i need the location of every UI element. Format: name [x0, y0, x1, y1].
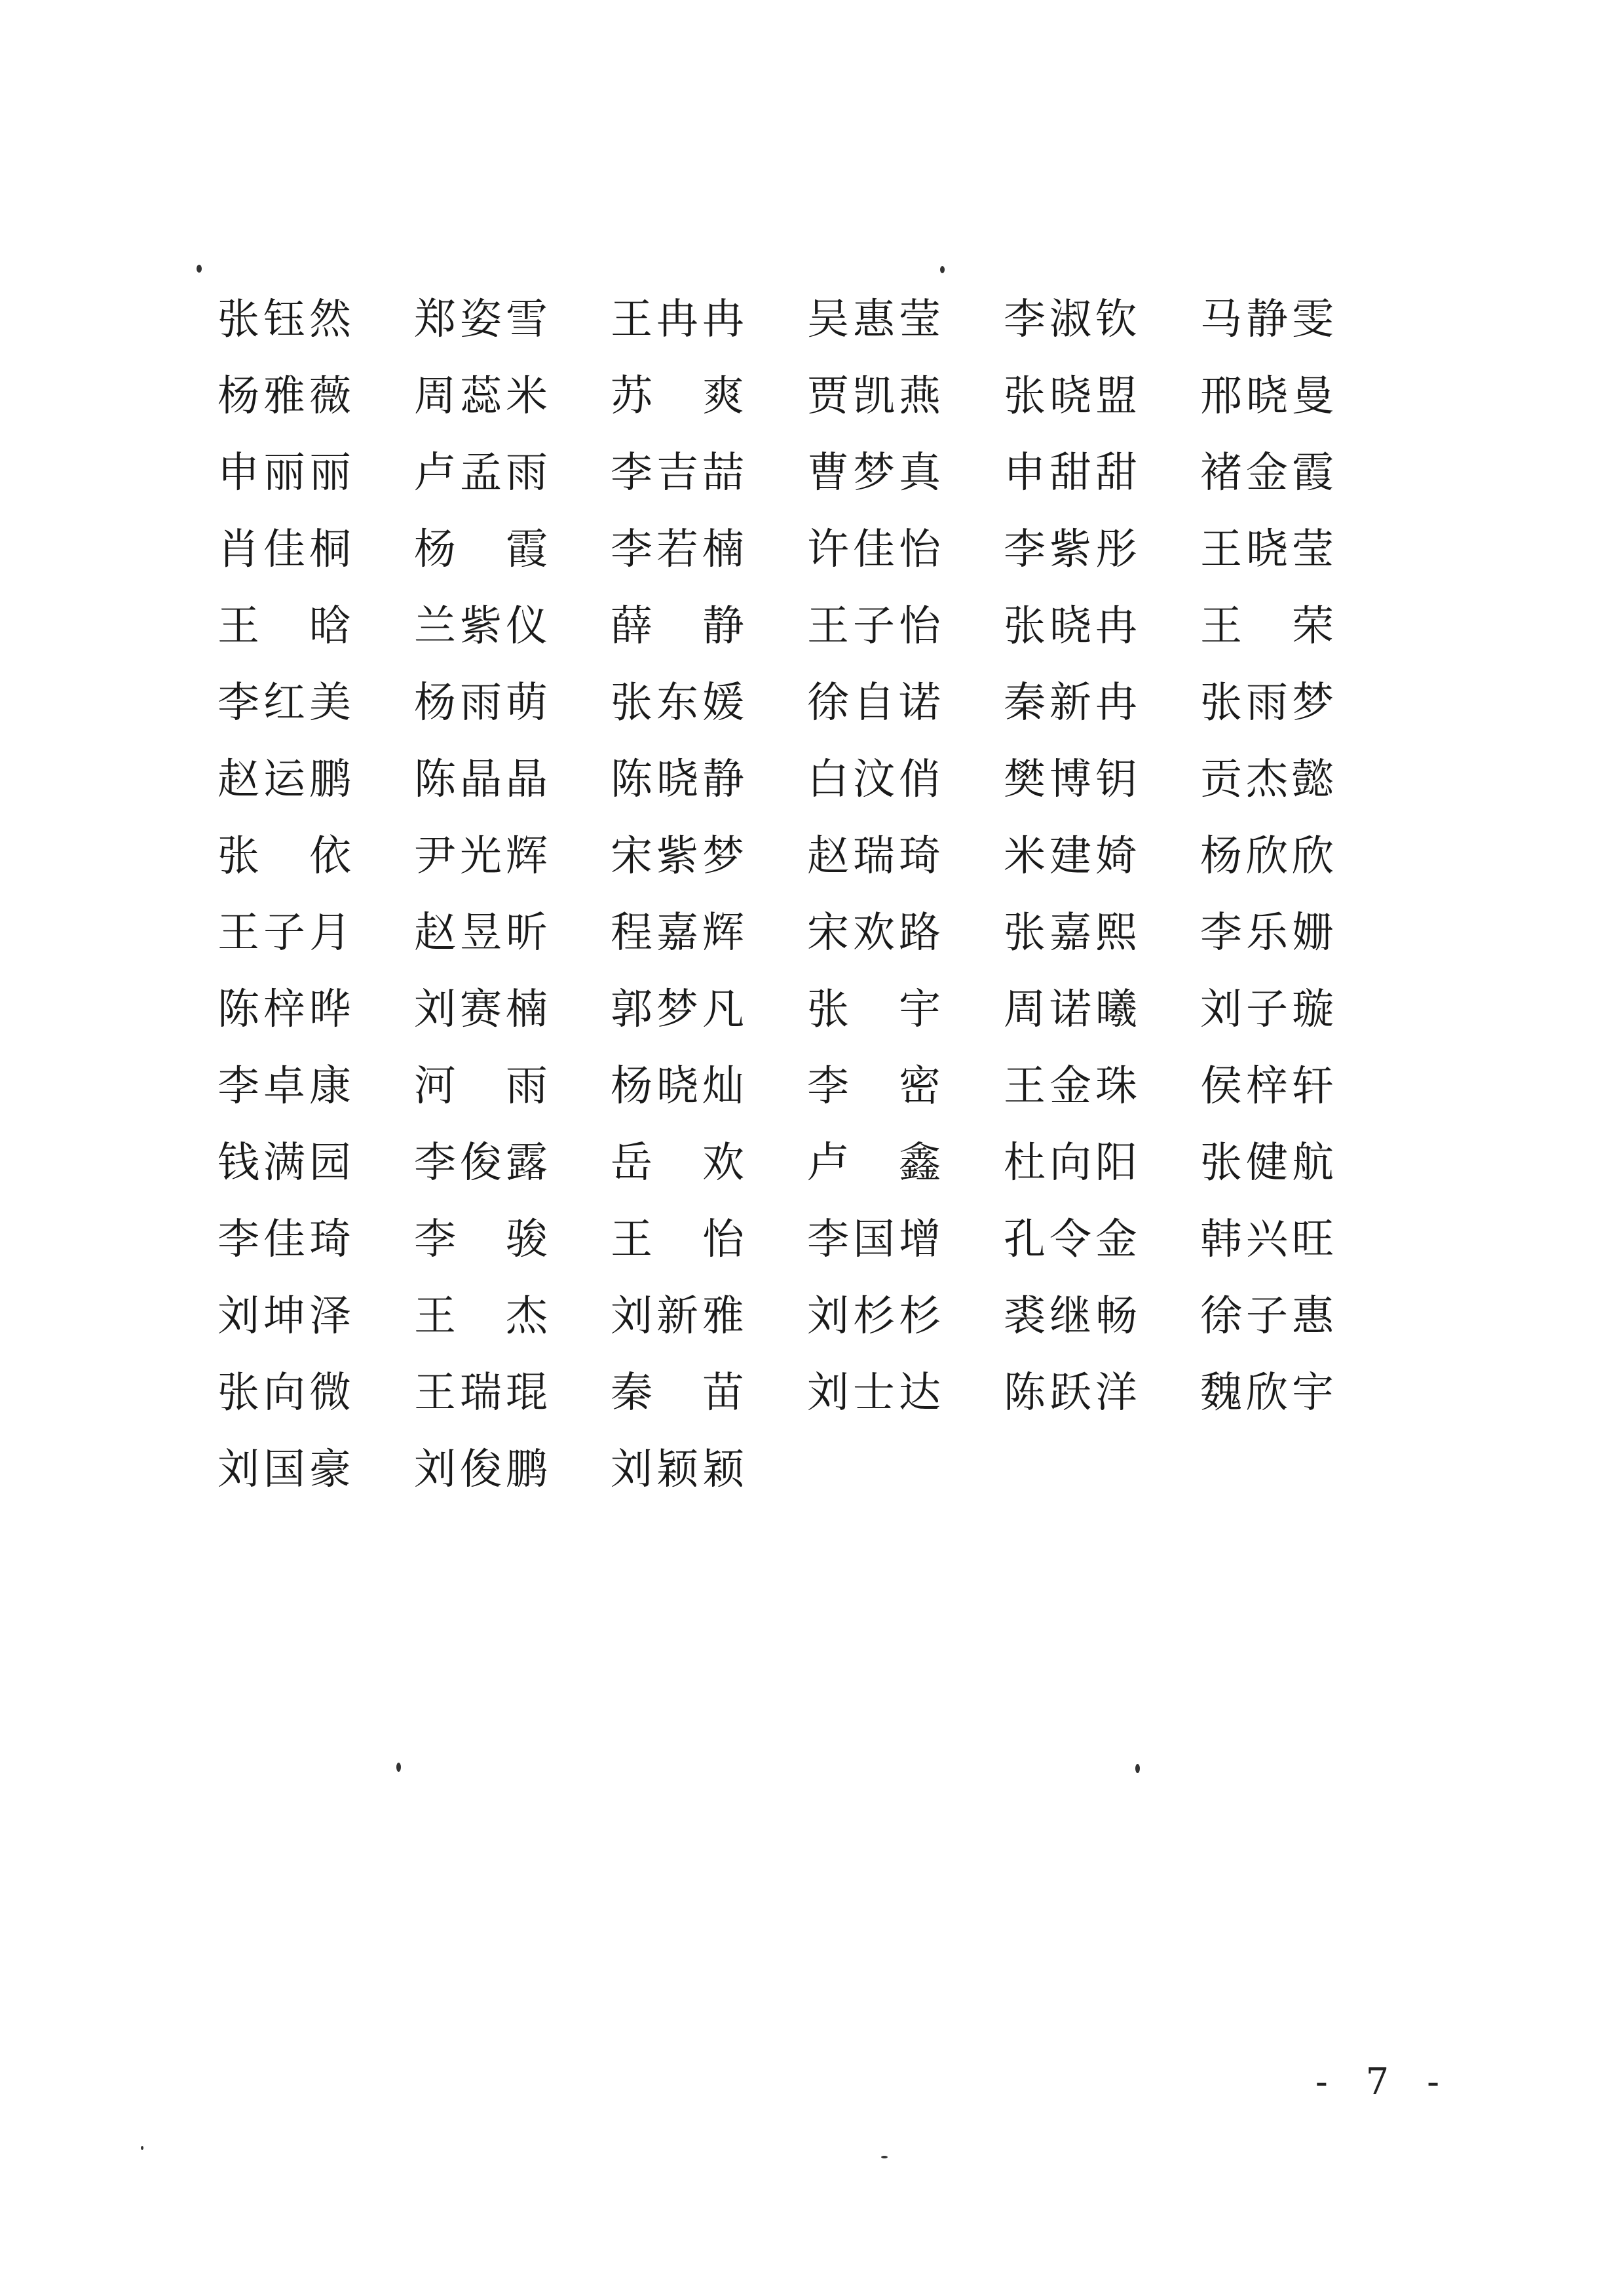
name-cell: 张健航	[1200, 1139, 1338, 1187]
scan-speck	[141, 2146, 143, 2150]
name-cell: 邢晓曼	[1200, 372, 1338, 421]
name-cell: 尹光辉	[414, 832, 552, 881]
name-cell: 赵昱昕	[414, 909, 552, 957]
name-cell: 刘士达	[807, 1369, 945, 1417]
name-cell: 刘俊鹏	[414, 1445, 552, 1494]
name-cell: 陈梓晔	[217, 985, 355, 1034]
name-cell: 陈晓静	[611, 756, 748, 804]
scan-speck	[881, 2156, 888, 2158]
name-cell: 程嘉辉	[611, 909, 748, 957]
name-cell: 张嘉熙	[1004, 909, 1141, 957]
name-cell: 李吉喆	[611, 449, 748, 497]
name-cell: 卢 鑫	[807, 1139, 945, 1187]
name-cell: 马静雯	[1200, 296, 1338, 344]
name-cell: 米建婍	[1004, 832, 1141, 881]
name-cell: 韩兴旺	[1200, 1215, 1338, 1264]
name-cell: 陈晶晶	[414, 756, 552, 804]
page-number: - 7 -	[1315, 2061, 1452, 2103]
name-cell: 吴惠莹	[807, 296, 945, 344]
name-cell: 张晓冉	[1004, 602, 1141, 651]
name-cell: 杨雨萌	[414, 679, 552, 727]
name-cell: 刘颖颖	[611, 1445, 748, 1494]
name-cell: 张 依	[217, 832, 355, 881]
name-cell: 刘国豪	[217, 1445, 355, 1494]
name-cell: 张东媛	[611, 679, 748, 727]
name-cell: 钱满园	[217, 1139, 355, 1187]
name-cell: 郭梦凡	[611, 985, 748, 1034]
scan-speck	[940, 266, 945, 273]
name-cell: 李若楠	[611, 526, 748, 574]
name-cell: 裘继畅	[1004, 1292, 1141, 1341]
name-cell: 赵运鹏	[217, 756, 355, 804]
name-cell: 刘杉杉	[807, 1292, 945, 1341]
name-cell: 张晓盟	[1004, 372, 1141, 421]
name-cell: 张钰然	[217, 296, 355, 344]
name-cell: 杨欣欣	[1200, 832, 1338, 881]
scan-speck	[396, 1763, 401, 1772]
name-cell: 薛 静	[611, 602, 748, 651]
name-cell: 李俊露	[414, 1139, 552, 1187]
name-cell: 李卓康	[217, 1062, 355, 1111]
name-cell: 贾凯燕	[807, 372, 945, 421]
name-cell: 樊博钥	[1004, 756, 1141, 804]
name-cell: 王子月	[217, 909, 355, 957]
name-cell: 张 宇	[807, 985, 945, 1034]
name-cell: 孔令金	[1004, 1215, 1141, 1264]
name-cell: 申甜甜	[1004, 449, 1141, 497]
name-cell: 李国增	[807, 1215, 945, 1264]
name-cell: 刘子璇	[1200, 985, 1338, 1034]
name-cell: 张雨梦	[1200, 679, 1338, 727]
name-cell: 周蕊米	[414, 372, 552, 421]
name-cell: 王子怡	[807, 602, 945, 651]
name-cell: 河 雨	[414, 1062, 552, 1111]
name-cell: 卢孟雨	[414, 449, 552, 497]
name-cell: 李淑钦	[1004, 296, 1141, 344]
name-cell: 陈跃洋	[1004, 1369, 1141, 1417]
name-cell: 宋紫梦	[611, 832, 748, 881]
name-cell: 秦新冉	[1004, 679, 1141, 727]
name-cell: 杨 霞	[414, 526, 552, 574]
name-cell: 杜向阳	[1004, 1139, 1141, 1187]
name-cell: 李 骏	[414, 1215, 552, 1264]
name-cell: 褚金霞	[1200, 449, 1338, 497]
scan-speck	[197, 265, 202, 273]
name-cell: 刘新雅	[611, 1292, 748, 1341]
name-cell: 白汶俏	[807, 756, 945, 804]
name-cell: 刘坤泽	[217, 1292, 355, 1341]
name-cell: 贡杰懿	[1200, 756, 1338, 804]
name-cell: 兰紫仪	[414, 602, 552, 651]
name-cell: 徐子惠	[1200, 1292, 1338, 1341]
name-cell: 徐自诺	[807, 679, 945, 727]
name-cell: 肖佳桐	[217, 526, 355, 574]
name-cell: 王瑞琨	[414, 1369, 552, 1417]
name-cell: 王冉冉	[611, 296, 748, 344]
name-cell: 宋欢路	[807, 909, 945, 957]
name-cell: 李佳琦	[217, 1215, 355, 1264]
name-cell: 李乐姗	[1200, 909, 1338, 957]
name-cell: 刘赛楠	[414, 985, 552, 1034]
name-cell: 赵瑞琦	[807, 832, 945, 881]
name-cell: 秦 苗	[611, 1369, 748, 1417]
name-cell: 周诺曦	[1004, 985, 1141, 1034]
name-cell: 岳 欢	[611, 1139, 748, 1187]
name-cell: 王 晗	[217, 602, 355, 651]
name-cell: 许佳怡	[807, 526, 945, 574]
name-cell: 张向微	[217, 1369, 355, 1417]
name-cell: 曹梦真	[807, 449, 945, 497]
name-cell: 王 怡	[611, 1215, 748, 1264]
name-cell: 郑姿雪	[414, 296, 552, 344]
name-cell: 杨晓灿	[611, 1062, 748, 1111]
name-cell: 申丽丽	[217, 449, 355, 497]
name-cell: 李紫彤	[1004, 526, 1141, 574]
name-cell: 王 杰	[414, 1292, 552, 1341]
name-cell: 王 荣	[1200, 602, 1338, 651]
scan-speck	[1135, 1764, 1140, 1773]
name-cell: 王晓莹	[1200, 526, 1338, 574]
names-grid	[217, 282, 1397, 1508]
name-cell: 李红美	[217, 679, 355, 727]
name-cell: 魏欣宇	[1200, 1369, 1338, 1417]
name-cell: 杨雅薇	[217, 372, 355, 421]
name-cell: 侯梓轩	[1200, 1062, 1338, 1111]
name-cell: 王金珠	[1004, 1062, 1141, 1111]
name-cell: 苏 爽	[611, 372, 748, 421]
name-cell: 李 密	[807, 1062, 945, 1111]
